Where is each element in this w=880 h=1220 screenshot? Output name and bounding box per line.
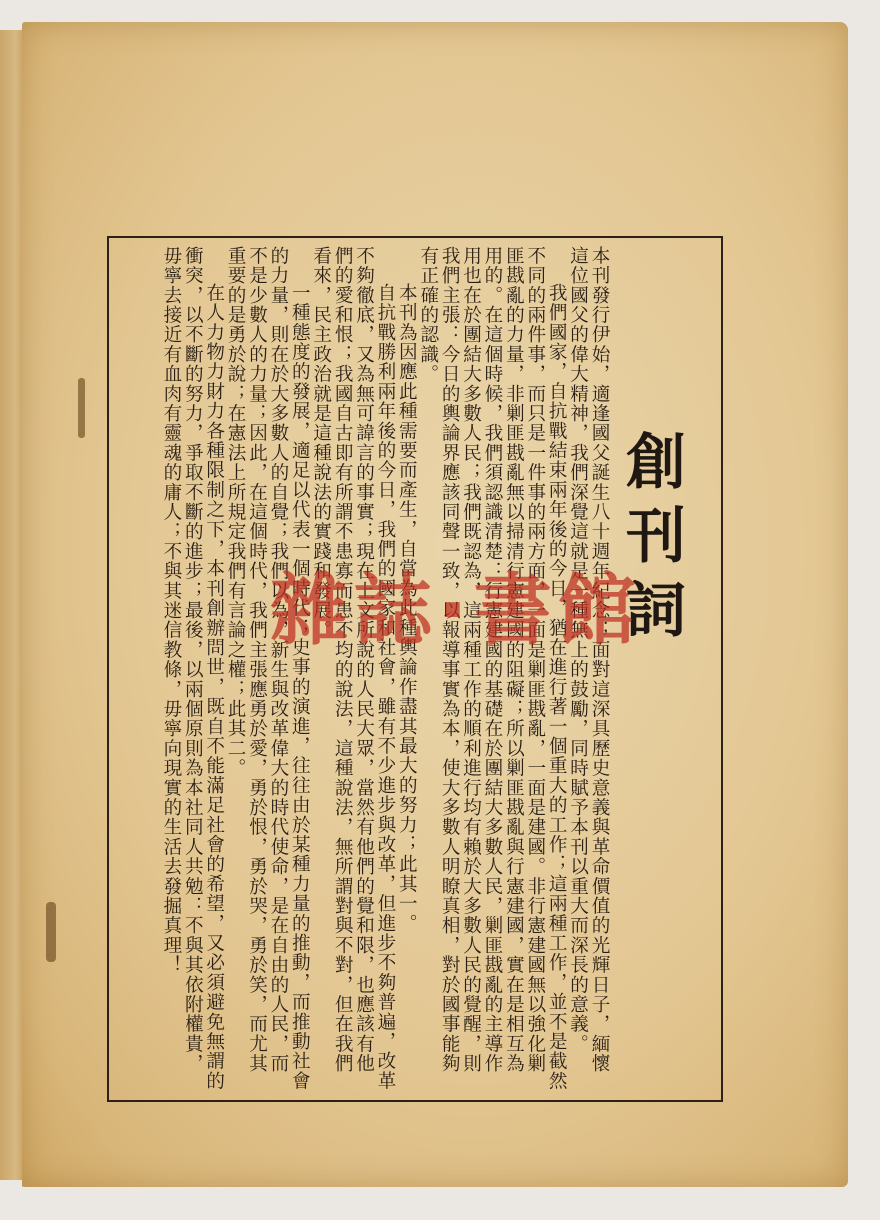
paragraph: 我們國家，自抗戰結束兩年後的今日，猶在進行著一個重大的工作；這兩種工作，並不是截然不同的兩件事，而只是一件事的兩方面，一面是剿匪戡亂，一面是建國。非行憲建國無以強化剿匪戡亂的力量，非剿匪戡亂無以掃清行憲建國的阻礙；所以剿匪戡亂與行憲建國，實在是相互為用的。在這個時候，我們須認識清楚：行憲建國的基礎在於團結大多數人民，剿匪戡亂的主導作用也在於團結大多數人民；我們既認為，這兩種工作的順利進行均有賴於大多數人民的覺醒，則我們主張：今日的輿論界應該同聲一致，以報導事實為本，使大多數人明瞭真相，對於國事能夠有正確的認識。: [417, 246, 568, 1091]
article-body: [118, 246, 610, 1092]
paper-stain: [78, 378, 85, 438]
paper-stain: [46, 902, 56, 962]
paragraph: 本刊發行伊始，適逢國父誕生八十週年紀念；面對這深具歷史意義與革命價值的光輝日子，緬懷這位國父的偉大精神，我們深覺這就是一種無上的鼓勵，同時賦予本刊以重大而深長的意義。: [567, 246, 610, 1074]
paragraph: 在人力物力財力各種限制之下，本刊創辦問世，既自不能滿足社會的希望，又必須避免無謂的衝突，以不斷的努力，爭取不斷的進步；最後，以兩個原則為本社同人共勉：不與其依附權貴，毋寧去接近有血肉有靈魂的庸人；不與其迷信教條，毋寧向現實的生活去發掘真理！: [160, 246, 225, 1091]
paragraph: 一種態度的發展，適足以代表一個時代；史事的演進，往往由於某種力量的推動，而推動社會的力量，則在於大多數人的自覺；我們以為，新生與改革偉大的時代使命，是在自由的人民，而不是少數人的力量；因此，在這個時代，我們主張應勇於愛，勇於恨，勇於哭，勇於笑，而尤其重要的是勇於說；在憲法上所規定我們有言論之權；此其二。: [225, 246, 311, 1091]
paragraph: 自抗戰勝利兩年後的今日，我們的國家和社會，雖有不少進步與改革，但進步不夠普遍，改革不夠徹底，又為無可諱言的事實；現在上文所說的人民大眾，當然有他們的覺和限，也應該有他們的愛和恨；我國自古即有所謂不患寡而患不均的說法，這種說法，無所謂對與不對，但在我們看來，民主政治就是這種說法的實踐和發展。: [310, 246, 396, 1091]
watermark-stamp: 雜誌·書館: [270, 566, 642, 656]
paragraph: 本刊為因應此種需要而產生，自當為此種輿論作盡其最大的努力；此其一。: [396, 283, 418, 934]
article-title: 創刊詞: [616, 430, 686, 652]
